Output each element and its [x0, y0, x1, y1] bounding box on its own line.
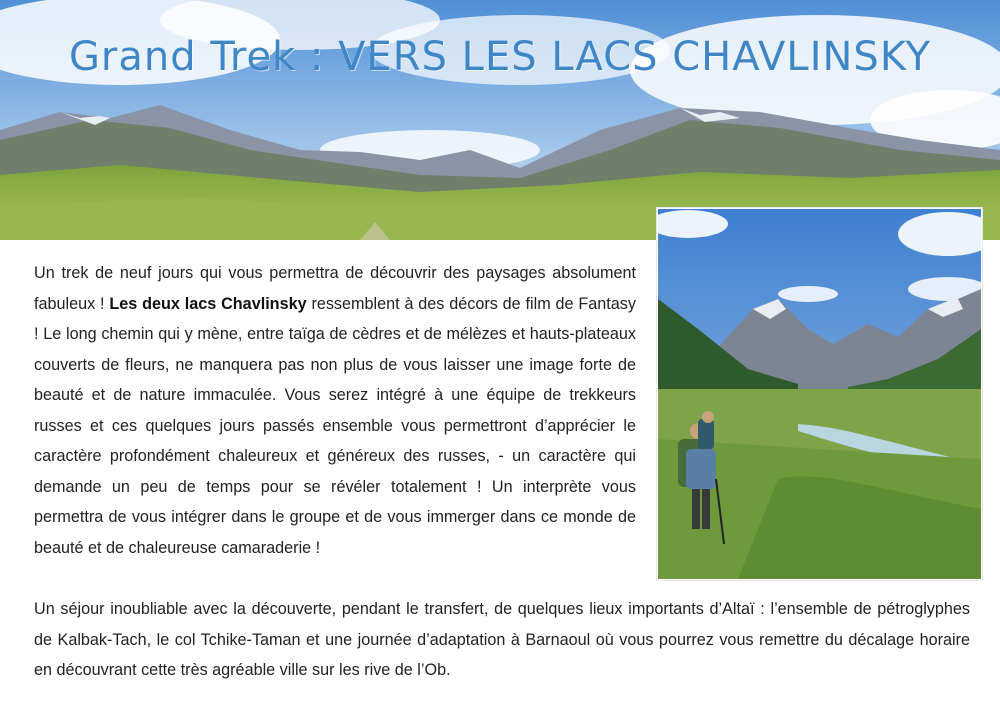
page-title: Grand Trek : VERS LES LACS CHAVLINSKY: [68, 34, 932, 80]
trekking-photo: [657, 208, 982, 580]
outro-paragraph: Un séjour inoubliable avec la découverte, pendant le transfert, de quelques lieux importants d’Altaï : l’ensemble de pétroglyphes de Kalbak-Tach, le col Tchike-Taman et une journée d’adaptation à Barnaoul où vous pourrez vous remettre du décalage horaire en découvrant cette très agréable ville sur les rive de l’Ob.: [34, 600, 970, 679]
intro-highlight: Les deux lacs Chavlinsky: [109, 294, 307, 313]
intro-text-start: Un trek de neuf jours qui vous permettra de découvrir des paysages absolument fabuleux !: [34, 264, 636, 313]
intro-paragraph: [34, 258, 636, 563]
intro-text-end: ressemblent à des décors de film de Fantasy ! Le long chemin qui y mène, entre taïga de cèdres et de mélèzes et hauts-plateaux couverts de fleurs, ne manquera pas non plus de vous laisser une image forte de beauté et de nature immaculée. Vous serez intégré à une équipe de trekkeurs russes et ces quelques jours passés ensemble vous permettront d’apprécier le caractère profondément chaleureux et généreux des russes, - un caractère qui demande un peu de temps pour se révéler totalement ! Un interprète vous permettra de vous intégrer dans le groupe et de vous immerger dans ce monde de beauté et de chaleureuse camaraderie !: [34, 294, 636, 557]
